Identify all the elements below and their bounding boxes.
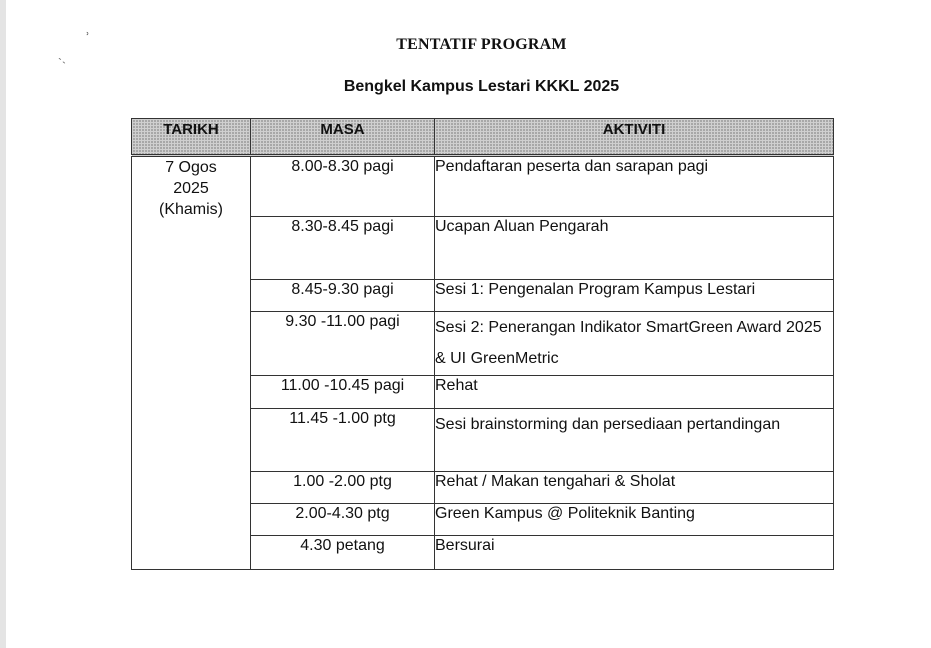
table-row [132, 156, 834, 217]
activity-cell: Rehat / Makan tengahari & Sholat [435, 472, 834, 504]
activity-cell: Rehat [435, 376, 834, 409]
date-cell [132, 156, 251, 570]
time-cell: 9.30 -11.00 pagi [251, 312, 435, 376]
activity-cell: Sesi 2: Penerangan Indikator SmartGreen Award 2025 & UI GreenMetric [435, 312, 834, 376]
time-cell: 8.45-9.30 pagi [251, 280, 435, 312]
document-subtitle: Bengkel Kampus Lestari KKKL 2025 [343, 78, 620, 95]
document-title: TENTATIF PROGRAM [396, 36, 567, 53]
time-cell: 11.45 -1.00 ptg [251, 409, 435, 472]
time-cell: 4.30 petang [251, 536, 435, 570]
date-weekday: (Khamis) [158, 201, 223, 218]
time-cell: 1.00 -2.00 ptg [251, 472, 435, 504]
header-time: MASA [251, 119, 435, 156]
table-header-row [132, 119, 834, 156]
page-left-edge [0, 0, 6, 648]
activity-cell: Sesi brainstorming dan persediaan pertandingan [435, 409, 834, 472]
activity-cell: Green Kampus @ Politeknik Banting [435, 504, 834, 536]
activity-cell: Ucapan Aluan Pengarah [435, 217, 834, 280]
activity-cell: Sesi 1: Pengenalan Program Kampus Lestari [435, 280, 834, 312]
date-year: 2025 [173, 180, 209, 197]
activity-cell: Pendaftaran peserta dan sarapan pagi [435, 156, 834, 217]
header-activity: AKTIVITI [435, 119, 834, 156]
time-cell: 8.30-8.45 pagi [251, 217, 435, 280]
time-cell: 11.00 -10.45 pagi [251, 376, 435, 409]
scan-mark: ˴ˎ [58, 50, 66, 64]
program-schedule-table [131, 118, 834, 570]
scan-mark: ʾ [86, 30, 90, 44]
time-cell: 2.00-4.30 ptg [251, 504, 435, 536]
activity-cell: Bersurai [435, 536, 834, 570]
date-day-month: 7 Ogos [165, 159, 217, 176]
header-date: TARIKH [132, 119, 251, 156]
time-cell: 8.00-8.30 pagi [251, 156, 435, 217]
